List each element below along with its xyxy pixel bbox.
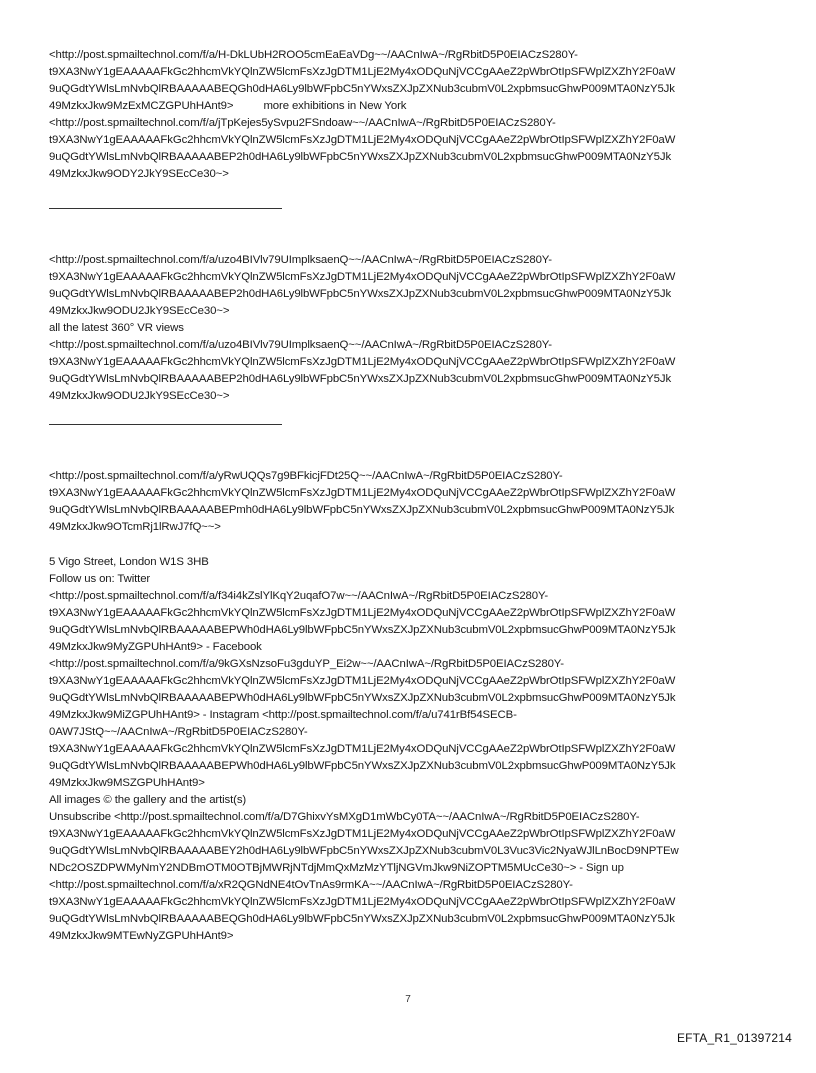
copyright-line: All images © the gallery and the artist(s) — [49, 794, 247, 806]
url-line: 9uQGdtYWlsLmNvbQlRBAAAAABEP2h0dHA6Ly9lbWFpbC5nYWxsZXJpZXNub3cubmV0L2xpbmsucGhwP009MTA0NzY5Jk — [49, 151, 672, 163]
address-line: 5 Vigo Street, London W1S 3HB — [49, 556, 209, 568]
url-line: 9uQGdtYWlsLmNvbQlRBAAAAABEPWh0dHA6Ly9lbWFpbC5nYWxsZXJpZXNub3cubmV0L2xpbmsucGhwP009MTA0NzY5Jk — [49, 624, 676, 636]
url-line: 9uQGdtYWlsLmNvbQlRBAAAAABEY2h0dHA6Ly9lbWFpbC5nYWxsZXJpZXNub3cubmV0L3Vuc3Vic2NyaWJlLnBocD9NPTEw — [49, 845, 679, 857]
url-line: 49MzkxJkw9ODU2JkY9SEcCe30~> — [49, 305, 230, 317]
url-line: 49MzkxJkw9OTcmRj1lRwJ7fQ~~> — [49, 521, 221, 533]
logo-link-block — [49, 468, 779, 536]
url-line: <http://post.spmailtechnol.com/f/a/uzo4BIVlv79UImplksaenQ~~/AACnIwA~/RgRbitD5P0EIACzS280Y- — [49, 254, 552, 266]
url-fragment: 49MzkxJkw9MzExMCZGPUhHAnt9> — [49, 100, 234, 112]
url-line: <http://post.spmailtechnol.com/f/a/uzo4BIVlv79UImplksaenQ~~/AACnIwA~/RgRbitD5P0EIACzS280Y- — [49, 339, 552, 351]
twitter-link-text[interactable]: Follow us on: Twitter — [49, 573, 151, 585]
url-line — [49, 98, 779, 115]
url-line: t9XA3NwY1gEAAAAAFkGc2hhcmVkYQlnZW5lcmFsXzJgDTM1LjE2My4xODQuNjVCCgAAeZ2pWbrOtIpSFWplZXZhY2F0aW — [49, 134, 676, 146]
url-line: t9XA3NwY1gEAAAAAFkGc2hhcmVkYQlnZW5lcmFsXzJgDTM1LjE2My4xODQuNjVCCgAAeZ2pWbrOtIpSFWplZXZhY2F0aW — [49, 607, 676, 619]
url-line: t9XA3NwY1gEAAAAAFkGc2hhcmVkYQlnZW5lcmFsXzJgDTM1LjE2My4xODQuNjVCCgAAeZ2pWbrOtIpSFWplZXZhY2F0aW — [49, 743, 676, 755]
page-number: 7 — [405, 994, 411, 1005]
url-line: <http://post.spmailtechnol.com/f/a/jTpKejes5ySvpu2FSndoaw~~/AACnIwA~/RgRbitD5P0EIACzS280Y- — [49, 117, 556, 129]
url-line: t9XA3NwY1gEAAAAAFkGc2hhcmVkYQlnZW5lcmFsXzJgDTM1LjE2My4xODQuNjVCCgAAeZ2pWbrOtIpSFWplZXZhY2F0aW — [49, 896, 676, 908]
url-line: <http://post.spmailtechnol.com/f/a/H-DkLUbH2ROO5cmEaEaVDg~~/AACnIwA~/RgRbitD5P0EIACzS280Y- — [49, 49, 578, 61]
url-line: t9XA3NwY1gEAAAAAFkGc2hhcmVkYQlnZW5lcmFsXzJgDTM1LjE2My4xODQuNjVCCgAAeZ2pWbrOtIpSFWplZXZhY2F0aW — [49, 271, 676, 283]
url-line: t9XA3NwY1gEAAAAAFkGc2hhcmVkYQlnZW5lcmFsXzJgDTM1LjE2My4xODQuNjVCCgAAeZ2pWbrOtIpSFWplZXZhY2F0aW — [49, 487, 676, 499]
url-line: 0AW7JStQ~~/AACnIwA~/RgRbitD5P0EIACzS280Y- — [49, 726, 308, 738]
url-line: <http://post.spmailtechnol.com/f/a/yRwUQQs7g9BFkicjFDt25Q~~/AACnIwA~/RgRbitD5P0EIACzS280Y- — [49, 470, 563, 482]
url-line: t9XA3NwY1gEAAAAAFkGc2hhcmVkYQlnZW5lcmFsXzJgDTM1LjE2My4xODQuNjVCCgAAeZ2pWbrOtIpSFWplZXZhY2F0aW — [49, 828, 676, 840]
url-line: <http://post.spmailtechnol.com/f/a/xR2QGNdNE4tOvTnAs9rmKA~~/AACnIwA~/RgRbitD5P0EIACzS280Y- — [49, 879, 573, 891]
url-line: 9uQGdtYWlsLmNvbQlRBAAAAABEP2h0dHA6Ly9lbWFpbC5nYWxsZXJpZXNub3cubmV0L2xpbmsucGhwP009MTA0NzY5Jk — [49, 288, 672, 300]
url-line: 49MzkxJkw9ODY2JkY9SEcCe30~> — [49, 168, 229, 180]
instagram-link-text[interactable]: 49MzkxJkw9MiZGPUhHAnt9> - Instagram <http://post.spmailtechnol.com/f/a/u741rBf54SECB- — [49, 709, 517, 721]
document-id-stamp: EFTA_R1_01397214 — [676, 1031, 792, 1045]
url-line: <http://post.spmailtechnol.com/f/a/f34i4kZslYlKqY2uqafO7w~~/AACnIwA~/RgRbitD5P0EIACzS280Y- — [49, 590, 549, 602]
vr-views-link-text[interactable]: all the latest 360° VR views — [49, 322, 184, 334]
url-line: 9uQGdtYWlsLmNvbQlRBAAAAABEP2h0dHA6Ly9lbWFpbC5nYWxsZXJpZXNub3cubmV0L2xpbmsucGhwP009MTA0NzY5Jk — [49, 373, 672, 385]
url-line: 49MzkxJkw9MTEwNyZGPUhHAnt9> — [49, 930, 234, 942]
url-line: <http://post.spmailtechnol.com/f/a/9kGXsNzsoFu3gduYP_Ei2w~~/AACnIwA~/RgRbitD5P0EIACzS280Y- — [49, 658, 564, 670]
footer-contact-block — [49, 554, 779, 945]
url-line: t9XA3NwY1gEAAAAAFkGc2hhcmVkYQlnZW5lcmFsXzJgDTM1LjE2My4xODQuNjVCCgAAeZ2pWbrOtIpSFWplZXZhY2F0aW — [49, 66, 676, 78]
url-line: t9XA3NwY1gEAAAAAFkGc2hhcmVkYQlnZW5lcmFsXzJgDTM1LjE2My4xODQuNjVCCgAAeZ2pWbrOtIpSFWplZXZhY2F0aW — [49, 356, 676, 368]
url-line: 49MzkxJkw9ODU2JkY9SEcCe30~> — [49, 390, 230, 402]
unsubscribe-link-text[interactable]: Unsubscribe <http://post.spmailtechnol.com/f/a/D7GhixvYsMXgD1mWbCy0TA~~/AACnIwA~/RgRbitD5P0EIACzS280Y- — [49, 811, 640, 823]
url-line: t9XA3NwY1gEAAAAAFkGc2hhcmVkYQlnZW5lcmFsXzJgDTM1LjE2My4xODQuNjVCCgAAeZ2pWbrOtIpSFWplZXZhY2F0aW — [49, 675, 676, 687]
url-line: 9uQGdtYWlsLmNvbQlRBAAAAABEPmh0dHA6Ly9lbWFpbC5nYWxsZXJpZXNub3cubmV0L2xpbmsucGhwP009MTA0NzY5Jk — [49, 504, 675, 516]
url-line: 49MzkxJkw9MSZGPUhHAnt9> — [49, 777, 205, 789]
url-line: 9uQGdtYWlsLmNvbQlRBAAAAABEQGh0dHA6Ly9lbWFpbC5nYWxsZXJpZXNub3cubmV0L2xpbmsucGhwP009MTA0NzY5Jk — [49, 913, 675, 925]
url-line: 9uQGdtYWlsLmNvbQlRBAAAAABEQGh0dHA6Ly9lbWFpbC5nYWxsZXJpZXNub3cubmV0L2xpbmsucGhwP009MTA0NzY5Jk — [49, 83, 675, 95]
facebook-link-text[interactable]: 49MzkxJkw9MyZGPUhHAnt9> - Facebook — [49, 641, 262, 653]
url-line: 9uQGdtYWlsLmNvbQlRBAAAAABEPWh0dHA6Ly9lbWFpbC5nYWxsZXJpZXNub3cubmV0L2xpbmsucGhwP009MTA0NzY5Jk — [49, 692, 676, 704]
exhibition-links-block — [49, 47, 779, 183]
url-line: 9uQGdtYWlsLmNvbQlRBAAAAABEPWh0dHA6Ly9lbWFpbC5nYWxsZXJpZXNub3cubmV0L2xpbmsucGhwP009MTA0NzY5Jk — [49, 760, 676, 772]
more-exhibitions-link-text[interactable]: more exhibitions in New York — [263, 100, 407, 112]
document-page — [49, 47, 779, 945]
sign-up-link-text[interactable]: NDc2OSZDPWMyNmY2NDBmOTM0OTBjMWRjNTdjMmQxMzMzYTljNGVmJkw9NiZOPTM5MUcCe30~> - Sign up — [49, 862, 624, 874]
vr-views-block — [49, 252, 779, 405]
